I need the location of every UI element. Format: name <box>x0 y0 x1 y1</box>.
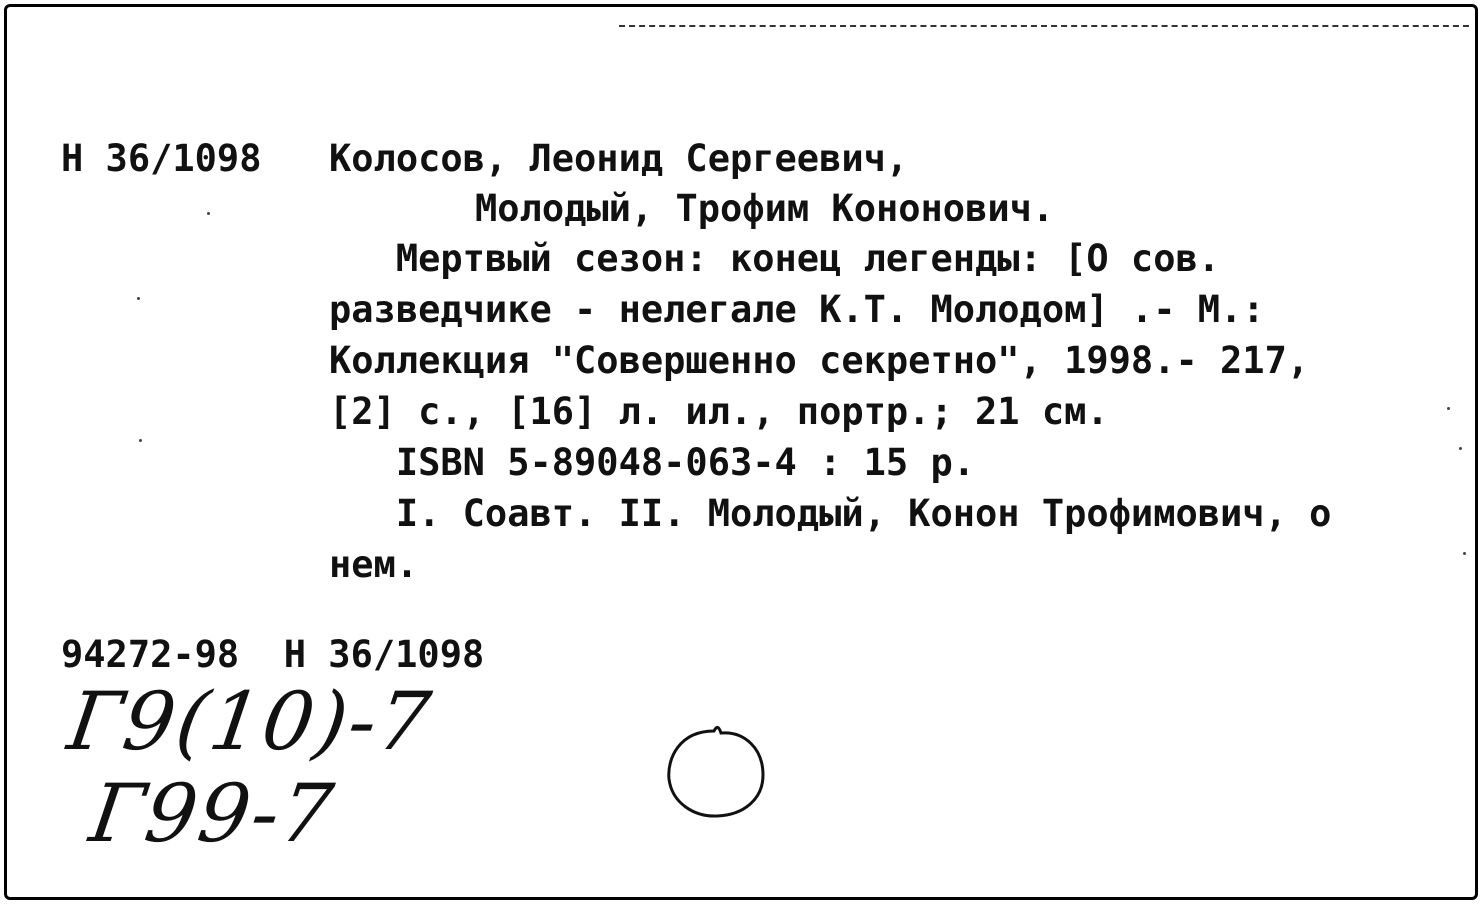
isbn-line: ISBN 5-89048-063-4 : 15 р. <box>329 441 976 484</box>
top-dashed-line <box>619 25 1469 27</box>
description-line: Мертвый сезон: конец легенды: [О сов. <box>329 237 1221 280</box>
coauthor-heading: Молодый, Трофим Кононович. <box>475 187 1055 230</box>
tracing-line: I. Соавт. II. Молодый, Конон Трофимович, о <box>329 492 1332 535</box>
catalog-card <box>4 4 1478 900</box>
speck <box>207 212 210 215</box>
description-line: разведчике - нелегале К.Т. Молодом] .- М.: <box>329 288 1265 331</box>
handwritten-classification: Г9(10)-7 <box>62 675 438 768</box>
author-heading: Колосов, Леонид Сергеевич, <box>329 137 909 180</box>
accession-number: 94272-98 Н 36/1098 <box>61 633 485 676</box>
speck <box>137 297 140 300</box>
tracing-line: нем. <box>329 543 419 586</box>
speck <box>1463 552 1466 555</box>
punch-hole-icon <box>659 717 779 827</box>
shelfmark: Н 36/1098 <box>61 137 262 180</box>
speck <box>139 439 142 442</box>
speck <box>1447 407 1450 410</box>
description-line: [2] с., [16] л. ил., портр.; 21 см. <box>329 390 1109 433</box>
bibliographic-description <box>329 233 1331 590</box>
handwritten-classification: Г99-7 <box>84 767 341 860</box>
speck <box>1459 447 1462 450</box>
description-line: Коллекция "Совершенно секретно", 1998.- 217, <box>329 339 1310 382</box>
